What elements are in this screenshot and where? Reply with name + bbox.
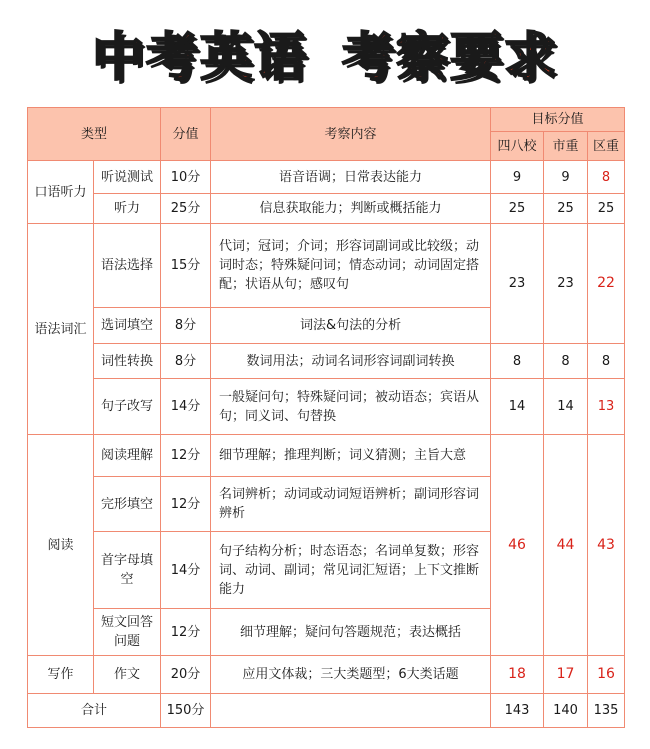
total-target-city: 140 (544, 694, 588, 728)
content-cell: 信息获取能力；判断或概括能力 (211, 194, 491, 224)
target-city: 44 (544, 435, 588, 656)
target-district: 8 (588, 344, 625, 379)
total-score: 150分 (161, 694, 211, 728)
total-row (28, 694, 625, 728)
header-content: 考察内容 (211, 108, 491, 161)
page-title (0, 10, 650, 94)
target-city: 25 (544, 194, 588, 224)
table-row (28, 194, 625, 224)
score-cell: 14分 (161, 379, 211, 435)
content-cell: 代词；冠词；介词；形容词副词或比较级；动词时态；特殊疑问词；情态动词；动词固定搭配；状语从句；感叹句 (211, 224, 491, 308)
sub-type: 听说测试 (94, 161, 161, 194)
header-score: 分值 (161, 108, 211, 161)
target-city: 17 (544, 656, 588, 694)
score-cell: 15分 (161, 224, 211, 308)
target-district: 16 (588, 656, 625, 694)
sub-type: 词性转换 (94, 344, 161, 379)
header-target-city: 市重 (544, 132, 588, 161)
target-48: 14 (491, 379, 544, 435)
group-grammar: 语法词汇 (28, 224, 94, 435)
content-cell: 语音语调；日常表达能力 (211, 161, 491, 194)
score-cell: 10分 (161, 161, 211, 194)
target-48: 46 (491, 435, 544, 656)
table-row (28, 224, 625, 308)
sub-type: 听力 (94, 194, 161, 224)
exam-requirements-table (27, 107, 625, 728)
sub-type: 首字母填空 (94, 532, 161, 609)
target-district: 22 (588, 224, 625, 344)
table-row (28, 344, 625, 379)
target-48: 8 (491, 344, 544, 379)
title-part-2: 考察要求 (342, 27, 559, 88)
total-content-empty (211, 694, 491, 728)
score-cell: 12分 (161, 609, 211, 656)
score-cell: 20分 (161, 656, 211, 694)
target-city: 14 (544, 379, 588, 435)
target-district: 13 (588, 379, 625, 435)
target-48: 23 (491, 224, 544, 344)
score-cell: 8分 (161, 344, 211, 379)
score-cell: 14分 (161, 532, 211, 609)
target-48: 9 (491, 161, 544, 194)
score-cell: 12分 (161, 435, 211, 477)
score-cell: 8分 (161, 308, 211, 344)
target-48: 25 (491, 194, 544, 224)
content-cell: 应用文体裁；三大类题型；6大类话题 (211, 656, 491, 694)
target-48: 18 (491, 656, 544, 694)
target-district: 43 (588, 435, 625, 656)
content-cell: 细节理解；疑问句答题规范；表达概括 (211, 609, 491, 656)
group-oral: 口语听力 (28, 161, 94, 224)
sub-type: 完形填空 (94, 477, 161, 532)
content-cell: 一般疑问句；特殊疑问词；被动语态；宾语从句；同义词、句替换 (211, 379, 491, 435)
target-city: 8 (544, 344, 588, 379)
sub-type: 作文 (94, 656, 161, 694)
target-district: 8 (588, 161, 625, 194)
header-type: 类型 (28, 108, 161, 161)
content-cell: 名词辨析；动词或动词短语辨析；副词形容词辨析 (211, 477, 491, 532)
total-target-district: 135 (588, 694, 625, 728)
target-city: 9 (544, 161, 588, 194)
table-row (28, 656, 625, 694)
content-cell: 词法&句法的分析 (211, 308, 491, 344)
header-target-48: 四八校 (491, 132, 544, 161)
content-cell: 数词用法；动词名词形容词副词转换 (211, 344, 491, 379)
header-target: 目标分值 (491, 108, 625, 132)
group-writing: 写作 (28, 656, 94, 694)
table-row (28, 435, 625, 477)
header-target-district: 区重 (588, 132, 625, 161)
score-cell: 12分 (161, 477, 211, 532)
target-city: 23 (544, 224, 588, 344)
sub-type: 句子改写 (94, 379, 161, 435)
content-cell: 细节理解；推理判断；词义猜测；主旨大意 (211, 435, 491, 477)
sub-type: 短文回答问题 (94, 609, 161, 656)
table-row (28, 161, 625, 194)
total-target-48: 143 (491, 694, 544, 728)
table-row (28, 379, 625, 435)
group-reading: 阅读 (28, 435, 94, 656)
sub-type: 阅读理解 (94, 435, 161, 477)
content-cell: 句子结构分析；时态语态；名词单复数；形容词、动词、副词；常见词汇短语；上下文推断能力 (211, 532, 491, 609)
title-part-1: 中考英语 (91, 27, 308, 88)
score-cell: 25分 (161, 194, 211, 224)
sub-type: 语法选择 (94, 224, 161, 308)
total-label: 合计 (28, 694, 161, 728)
target-district: 25 (588, 194, 625, 224)
sub-type: 选词填空 (94, 308, 161, 344)
